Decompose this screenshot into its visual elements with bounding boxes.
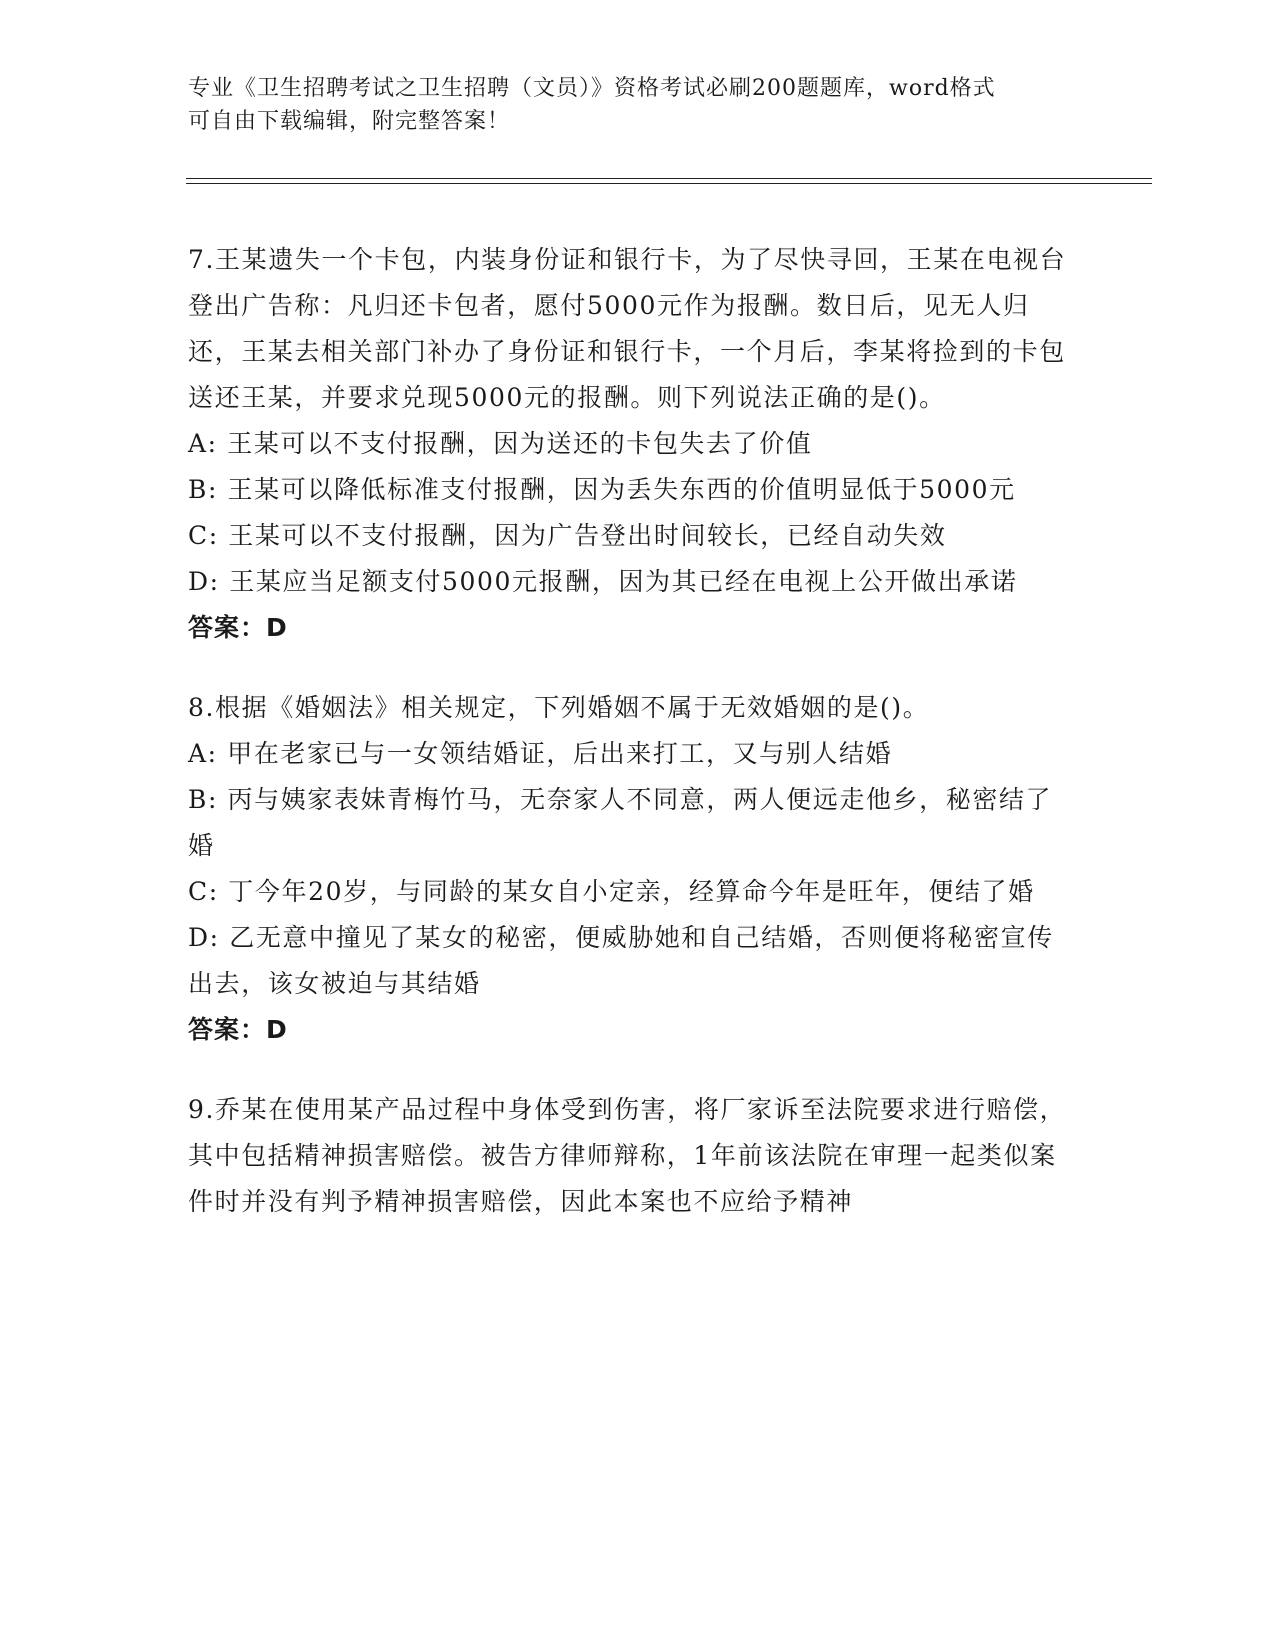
question-text: 8.根据《婚姻法》相关规定，下列婚姻不属于无效婚姻的是()。 (188, 693, 930, 722)
option-c: C: 王某可以不支付报酬，因为广告登出时间较长，已经自动失效 (188, 521, 947, 550)
answer: 答案：D (188, 613, 288, 642)
question-8 (188, 685, 1078, 1053)
document-body (188, 237, 1078, 1259)
option-c: C: 丁今年20岁，与同龄的某女自小定亲，经算命今年是旺年，便结了婚 (188, 877, 1035, 906)
option-a: A: 甲在老家已与一女领结婚证，后出来打工，又与别人结婚 (188, 739, 893, 768)
option-b: B: 丙与姨家表妹青梅竹马，无奈家人不同意，两人便远走他乡，秘密结了婚 (188, 785, 1053, 860)
document-header (188, 72, 1088, 138)
header-line-2: 可自由下载编辑，附完整答案！ (188, 109, 511, 134)
question-7 (188, 237, 1078, 651)
header-divider-top (186, 178, 1152, 179)
header-line-1: 专业《卫生招聘考试之卫生招聘（文员）》资格考试必刷200题题库，word格式 (188, 76, 996, 101)
option-d: D: 乙无意中撞见了某女的秘密，便威胁她和自己结婚，否则便将秘密宣传出去，该女被迫与其结婚 (188, 923, 1054, 998)
option-d: D: 王某应当足额支付5000元报酬，因为其已经在电视上公开做出承诺 (188, 567, 1018, 596)
answer: 答案：D (188, 1015, 288, 1044)
question-text: 7.王某遗失一个卡包，内装身份证和银行卡，为了尽快寻回，王某在电视台登出广告称：凡归还卡包者，愿付5000元作为报酬。数日后，见无人归还，王某去相关部门补办了身份证和银行卡，一个月后，李某将捡到的卡包送还王某，并要求兑现5000元的报酬。则下列说法正确的是()。 (188, 245, 1067, 412)
question-text: 9.乔某在使用某产品过程中身体受到伤害，将厂家诉至法院要求进行赔偿，其中包括精神损害赔偿。被告方律师辩称，1年前该法院在审理一起类似案件时并没有判予精神损害赔偿，因此本案也不应给予精神 (188, 1095, 1067, 1216)
option-a: A: 王某可以不支付报酬，因为送还的卡包失去了价值 (188, 429, 813, 458)
header-divider-bottom (186, 183, 1152, 184)
option-b: B: 王某可以降低标准支付报酬，因为丢失东西的价值明显低于5000元 (188, 475, 1016, 504)
question-9 (188, 1087, 1078, 1225)
